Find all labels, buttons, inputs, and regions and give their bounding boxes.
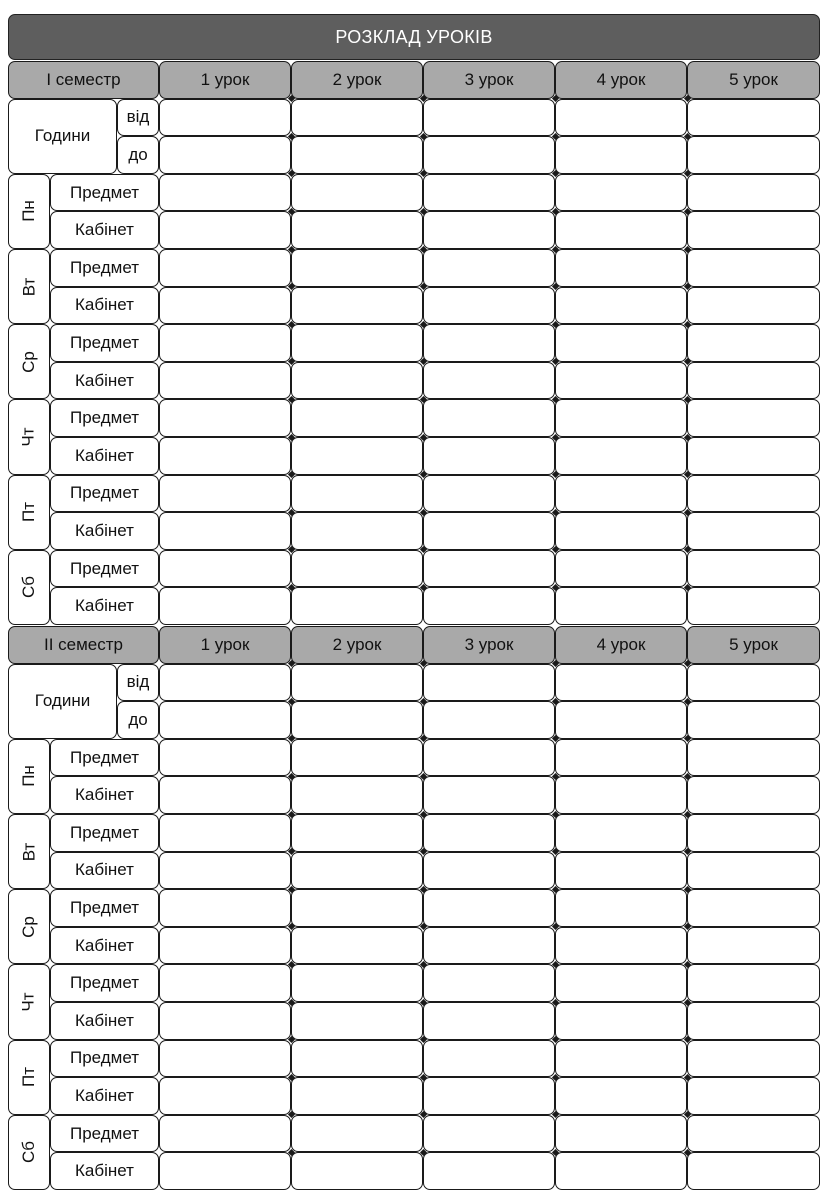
semester-2-time-from-lesson-4[interactable] <box>555 664 687 702</box>
semester-1-day-5 <box>8 475 50 550</box>
semester-1-day-5-room-lesson-4[interactable] <box>555 512 687 550</box>
semester-2-day-4-room-lesson-3[interactable] <box>423 1002 555 1040</box>
semester-1-day-4-room-label: Кабінет <box>50 437 159 475</box>
semester-1-time-from-lesson-5[interactable] <box>687 99 820 137</box>
semester-2-day-2-subject-label: Предмет <box>50 814 159 852</box>
semester-1-day-1-room-label: Кабінет <box>50 211 159 249</box>
semester-1-day-6 <box>8 550 50 625</box>
semester-1-day-4-room-lesson-3[interactable] <box>423 437 555 475</box>
semester-2-day-2-subject-lesson-4[interactable] <box>555 814 687 852</box>
schedule-title: РОЗКЛАД УРОКІВ <box>8 14 820 60</box>
semester-1-day-6-subject-lesson-3[interactable] <box>423 550 555 588</box>
semester-1-day-4-subject-lesson-3[interactable] <box>423 399 555 437</box>
semester-1-day-5-subject-lesson-4[interactable] <box>555 475 687 513</box>
semester-1-day-4-subject-lesson-4[interactable] <box>555 399 687 437</box>
semester-2-time-to-lesson-3[interactable] <box>423 701 555 739</box>
semester-1-day-1-room-lesson-1[interactable] <box>159 211 291 249</box>
semester-1-day-1-subject-lesson-1[interactable] <box>159 174 291 212</box>
semester-1-day-2-subject-lesson-2[interactable] <box>291 249 423 287</box>
semester-2-label: II семестр <box>8 626 159 664</box>
semester-2-day-4-subject-lesson-1[interactable] <box>159 964 291 1002</box>
semester-2-day-6-room-lesson-4[interactable] <box>555 1152 687 1190</box>
semester-2-day-3-room-lesson-2[interactable] <box>291 927 423 965</box>
semester-1-day-5-subject-lesson-1[interactable] <box>159 475 291 513</box>
semester-2-day-2-room-lesson-3[interactable] <box>423 852 555 890</box>
semester-2-day-1-room-lesson-3[interactable] <box>423 776 555 814</box>
semester-2-day-3 <box>8 889 50 964</box>
semester-1-day-3-room-lesson-3[interactable] <box>423 362 555 400</box>
semester-2-day-1-room-lesson-2[interactable] <box>291 776 423 814</box>
semester-2-day-6-subject-label: Предмет <box>50 1115 159 1153</box>
semester-2-day-4-room-lesson-4[interactable] <box>555 1002 687 1040</box>
semester-2-day-5-room-lesson-4[interactable] <box>555 1077 687 1115</box>
semester-1-day-3-room-lesson-2[interactable] <box>291 362 423 400</box>
semester-1-day-5-room-lesson-3[interactable] <box>423 512 555 550</box>
semester-2-day-3-room-lesson-4[interactable] <box>555 927 687 965</box>
semester-2-day-5-room-lesson-1[interactable] <box>159 1077 291 1115</box>
day-label: Пт <box>18 1067 38 1088</box>
semester-2-day-6-room-label: Кабінет <box>50 1152 159 1190</box>
semester-2-lesson-header-3: 3 урок <box>423 626 555 664</box>
semester-1-day-1-subject-lesson-3[interactable] <box>423 174 555 212</box>
semester-2-day-4-room-label: Кабінет <box>50 1002 159 1040</box>
semester-1-day-3-subject-lesson-5[interactable] <box>687 324 820 362</box>
semester-2-day-2-room-lesson-4[interactable] <box>555 852 687 890</box>
semester-1-day-6-room-label: Кабінет <box>50 587 159 625</box>
semester-1-day-4-subject-lesson-5[interactable] <box>687 399 820 437</box>
day-label: Чт <box>19 992 38 1012</box>
semester-1-lesson-header-4: 4 урок <box>555 61 687 99</box>
semester-2-day-5-subject-lesson-1[interactable] <box>159 1040 291 1078</box>
day-label: Вт <box>19 277 38 296</box>
semester-1-day-6-room-lesson-5[interactable] <box>687 587 820 625</box>
day-label: Сб <box>18 576 38 599</box>
semester-1-hours-from-label: від <box>117 99 159 137</box>
semester-2-hours-to-label: до <box>117 701 159 739</box>
semester-2-day-5-room-lesson-2[interactable] <box>291 1077 423 1115</box>
semester-1-day-2-subject-lesson-1[interactable] <box>159 249 291 287</box>
semester-1-time-to-lesson-2[interactable] <box>291 136 423 174</box>
semester-2-day-5 <box>8 1040 50 1115</box>
semester-2-lesson-header-1: 1 урок <box>159 626 291 664</box>
semester-1-hours-label: Години <box>8 99 117 174</box>
semester-1-day-5-subject-lesson-2[interactable] <box>291 475 423 513</box>
semester-1-day-6-room-lesson-2[interactable] <box>291 587 423 625</box>
semester-2-day-4 <box>8 964 50 1039</box>
semester-1-day-1-room-lesson-4[interactable] <box>555 211 687 249</box>
semester-1-time-from-lesson-2[interactable] <box>291 99 423 137</box>
semester-1-day-3-room-lesson-4[interactable] <box>555 362 687 400</box>
semester-1-day-1-subject-label: Предмет <box>50 174 159 212</box>
semester-2-day-1-room-label: Кабінет <box>50 776 159 814</box>
semester-2-hours-label: Години <box>8 664 117 739</box>
semester-2-day-6-room-lesson-1[interactable] <box>159 1152 291 1190</box>
semester-2-day-3-room-lesson-1[interactable] <box>159 927 291 965</box>
semester-2-day-4-room-lesson-1[interactable] <box>159 1002 291 1040</box>
semester-2-day-1-subject-lesson-2[interactable] <box>291 739 423 777</box>
semester-1-day-6-subject-lesson-5[interactable] <box>687 550 820 588</box>
semester-2-day-2-subject-lesson-1[interactable] <box>159 814 291 852</box>
semester-2-day-5-room-lesson-5[interactable] <box>687 1077 820 1115</box>
semester-2-day-5-subject-lesson-4[interactable] <box>555 1040 687 1078</box>
semester-2-day-2-room-label: Кабінет <box>50 852 159 890</box>
semester-1-day-3-subject-lesson-1[interactable] <box>159 324 291 362</box>
semester-2-day-5-room-lesson-3[interactable] <box>423 1077 555 1115</box>
semester-1-day-1-subject-lesson-4[interactable] <box>555 174 687 212</box>
semester-2-day-6-subject-lesson-3[interactable] <box>423 1115 555 1153</box>
semester-2-day-3-subject-lesson-5[interactable] <box>687 889 820 927</box>
semester-2-day-1 <box>8 739 50 814</box>
semester-1-day-4-room-lesson-4[interactable] <box>555 437 687 475</box>
semester-1-day-3-room-lesson-1[interactable] <box>159 362 291 400</box>
day-label: Ср <box>18 915 38 938</box>
semester-2-day-3-subject-lesson-4[interactable] <box>555 889 687 927</box>
semester-1-time-from-lesson-3[interactable] <box>423 99 555 137</box>
semester-1-day-2-room-lesson-3[interactable] <box>423 287 555 325</box>
day-label: Ср <box>18 350 38 373</box>
semester-2-day-5-subject-lesson-2[interactable] <box>291 1040 423 1078</box>
semester-2-day-3-room-lesson-3[interactable] <box>423 927 555 965</box>
semester-1-day-4-room-lesson-1[interactable] <box>159 437 291 475</box>
semester-2-time-from-lesson-5[interactable] <box>687 664 820 702</box>
semester-2-day-6-room-lesson-3[interactable] <box>423 1152 555 1190</box>
semester-1-lesson-header-5: 5 урок <box>687 61 820 99</box>
semester-1-day-5-subject-lesson-5[interactable] <box>687 475 820 513</box>
semester-1-day-4-subject-label: Предмет <box>50 399 159 437</box>
day-label: Сб <box>18 1141 38 1164</box>
semester-2-day-6-subject-lesson-2[interactable] <box>291 1115 423 1153</box>
semester-1-day-6-subject-lesson-2[interactable] <box>291 550 423 588</box>
semester-2-lesson-header-4: 4 урок <box>555 626 687 664</box>
semester-1-day-2-subject-label: Предмет <box>50 249 159 287</box>
semester-2-day-3-subject-lesson-2[interactable] <box>291 889 423 927</box>
semester-1-day-3-room-label: Кабінет <box>50 362 159 400</box>
semester-2-time-from-lesson-1[interactable] <box>159 664 291 702</box>
semester-2-day-6-room-lesson-5[interactable] <box>687 1152 820 1190</box>
semester-2-day-3-subject-lesson-1[interactable] <box>159 889 291 927</box>
semester-2-day-6-subject-lesson-1[interactable] <box>159 1115 291 1153</box>
semester-2-time-to-lesson-5[interactable] <box>687 701 820 739</box>
semester-1-day-2-subject-lesson-3[interactable] <box>423 249 555 287</box>
semester-1-day-5-room-lesson-2[interactable] <box>291 512 423 550</box>
semester-1-day-1-room-lesson-3[interactable] <box>423 211 555 249</box>
semester-1-day-2-subject-lesson-4[interactable] <box>555 249 687 287</box>
semester-2-day-4-subject-lesson-2[interactable] <box>291 964 423 1002</box>
semester-2-day-1-room-lesson-4[interactable] <box>555 776 687 814</box>
semester-1-lesson-header-3: 3 урок <box>423 61 555 99</box>
semester-1-day-6-subject-lesson-4[interactable] <box>555 550 687 588</box>
semester-1-day-3-subject-label: Предмет <box>50 324 159 362</box>
semester-2-day-6-subject-lesson-4[interactable] <box>555 1115 687 1153</box>
semester-2-day-1-subject-lesson-4[interactable] <box>555 739 687 777</box>
semester-1-day-5-room-lesson-5[interactable] <box>687 512 820 550</box>
semester-1-day-2-room-lesson-2[interactable] <box>291 287 423 325</box>
semester-2-day-1-subject-lesson-3[interactable] <box>423 739 555 777</box>
semester-1-day-2-room-lesson-1[interactable] <box>159 287 291 325</box>
semester-2-day-1-subject-label: Предмет <box>50 739 159 777</box>
semester-1-day-1-subject-lesson-5[interactable] <box>687 174 820 212</box>
semester-1-day-6-room-lesson-4[interactable] <box>555 587 687 625</box>
semester-2-day-2 <box>8 814 50 889</box>
semester-2-day-4-subject-label: Предмет <box>50 964 159 1002</box>
semester-1-lesson-header-1: 1 урок <box>159 61 291 99</box>
semester-2-day-3-subject-lesson-3[interactable] <box>423 889 555 927</box>
day-label: Вт <box>19 842 38 861</box>
semester-2-time-to-lesson-2[interactable] <box>291 701 423 739</box>
semester-2-day-2-subject-lesson-2[interactable] <box>291 814 423 852</box>
semester-2-time-from-lesson-2[interactable] <box>291 664 423 702</box>
semester-1-day-3 <box>8 324 50 399</box>
day-label: Пн <box>18 765 38 788</box>
semester-2-day-6 <box>8 1115 50 1190</box>
semester-1-day-4-room-lesson-2[interactable] <box>291 437 423 475</box>
semester-1-day-6-subject-lesson-1[interactable] <box>159 550 291 588</box>
semester-1-day-2 <box>8 249 50 324</box>
semester-2-day-5-room-label: Кабінет <box>50 1077 159 1115</box>
semester-1-time-to-lesson-5[interactable] <box>687 136 820 174</box>
semester-2-day-1-subject-lesson-5[interactable] <box>687 739 820 777</box>
semester-2-day-2-subject-lesson-5[interactable] <box>687 814 820 852</box>
semester-1-day-2-room-lesson-4[interactable] <box>555 287 687 325</box>
semester-1-day-3-room-lesson-5[interactable] <box>687 362 820 400</box>
semester-2-day-4-subject-lesson-3[interactable] <box>423 964 555 1002</box>
semester-2-lesson-header-2: 2 урок <box>291 626 423 664</box>
semester-1-day-4-subject-lesson-2[interactable] <box>291 399 423 437</box>
semester-1-day-1-room-lesson-5[interactable] <box>687 211 820 249</box>
semester-2-day-4-subject-lesson-5[interactable] <box>687 964 820 1002</box>
semester-2-day-5-subject-label: Предмет <box>50 1040 159 1078</box>
semester-2-day-2-room-lesson-1[interactable] <box>159 852 291 890</box>
semester-1-day-4-subject-lesson-1[interactable] <box>159 399 291 437</box>
semester-1-day-3-subject-lesson-2[interactable] <box>291 324 423 362</box>
semester-1-day-1 <box>8 174 50 249</box>
semester-2-day-5-subject-lesson-5[interactable] <box>687 1040 820 1078</box>
semester-1-day-4 <box>8 399 50 474</box>
semester-2-time-to-lesson-1[interactable] <box>159 701 291 739</box>
semester-1-lesson-header-2: 2 урок <box>291 61 423 99</box>
semester-1-day-5-room-label: Кабінет <box>50 512 159 550</box>
semester-2-day-6-subject-lesson-5[interactable] <box>687 1115 820 1153</box>
semester-2-day-4-room-lesson-5[interactable] <box>687 1002 820 1040</box>
semester-1-time-from-lesson-1[interactable] <box>159 99 291 137</box>
semester-1-day-4-room-lesson-5[interactable] <box>687 437 820 475</box>
semester-1-label: I семестр <box>8 61 159 99</box>
semester-2-day-1-subject-lesson-1[interactable] <box>159 739 291 777</box>
semester-2-day-3-subject-label: Предмет <box>50 889 159 927</box>
semester-2-time-to-lesson-4[interactable] <box>555 701 687 739</box>
semester-2-day-5-subject-lesson-3[interactable] <box>423 1040 555 1078</box>
semester-2-day-3-room-label: Кабінет <box>50 927 159 965</box>
semester-2-lesson-header-5: 5 урок <box>687 626 820 664</box>
semester-2-day-4-room-lesson-2[interactable] <box>291 1002 423 1040</box>
day-label: Пн <box>18 200 38 223</box>
semester-1-day-6-room-lesson-1[interactable] <box>159 587 291 625</box>
semester-2-day-4-subject-lesson-4[interactable] <box>555 964 687 1002</box>
semester-2-day-2-room-lesson-5[interactable] <box>687 852 820 890</box>
semester-1-day-3-subject-lesson-3[interactable] <box>423 324 555 362</box>
semester-1-day-2-subject-lesson-5[interactable] <box>687 249 820 287</box>
semester-2-time-from-lesson-3[interactable] <box>423 664 555 702</box>
semester-2-day-1-room-lesson-1[interactable] <box>159 776 291 814</box>
semester-1-day-6-room-lesson-3[interactable] <box>423 587 555 625</box>
day-label: Пт <box>18 502 38 523</box>
semester-1-time-to-lesson-3[interactable] <box>423 136 555 174</box>
semester-1-time-to-lesson-1[interactable] <box>159 136 291 174</box>
semester-1-time-from-lesson-4[interactable] <box>555 99 687 137</box>
semester-2-day-6-room-lesson-2[interactable] <box>291 1152 423 1190</box>
semester-2-hours-from-label: від <box>117 664 159 702</box>
semester-2-day-2-room-lesson-2[interactable] <box>291 852 423 890</box>
semester-1-day-6-subject-label: Предмет <box>50 550 159 588</box>
day-label: Чт <box>19 427 38 447</box>
semester-1-day-2-room-lesson-5[interactable] <box>687 287 820 325</box>
semester-2-day-3-room-lesson-5[interactable] <box>687 927 820 965</box>
semester-1-day-5-subject-label: Предмет <box>50 475 159 513</box>
semester-1-day-1-room-lesson-2[interactable] <box>291 211 423 249</box>
semester-1-day-5-room-lesson-1[interactable] <box>159 512 291 550</box>
semester-2-day-1-room-lesson-5[interactable] <box>687 776 820 814</box>
semester-1-day-1-subject-lesson-2[interactable] <box>291 174 423 212</box>
semester-1-day-2-room-label: Кабінет <box>50 287 159 325</box>
semester-1-day-3-subject-lesson-4[interactable] <box>555 324 687 362</box>
semester-2-day-2-subject-lesson-3[interactable] <box>423 814 555 852</box>
semester-1-day-5-subject-lesson-3[interactable] <box>423 475 555 513</box>
semester-1-hours-to-label: до <box>117 136 159 174</box>
semester-1-time-to-lesson-4[interactable] <box>555 136 687 174</box>
